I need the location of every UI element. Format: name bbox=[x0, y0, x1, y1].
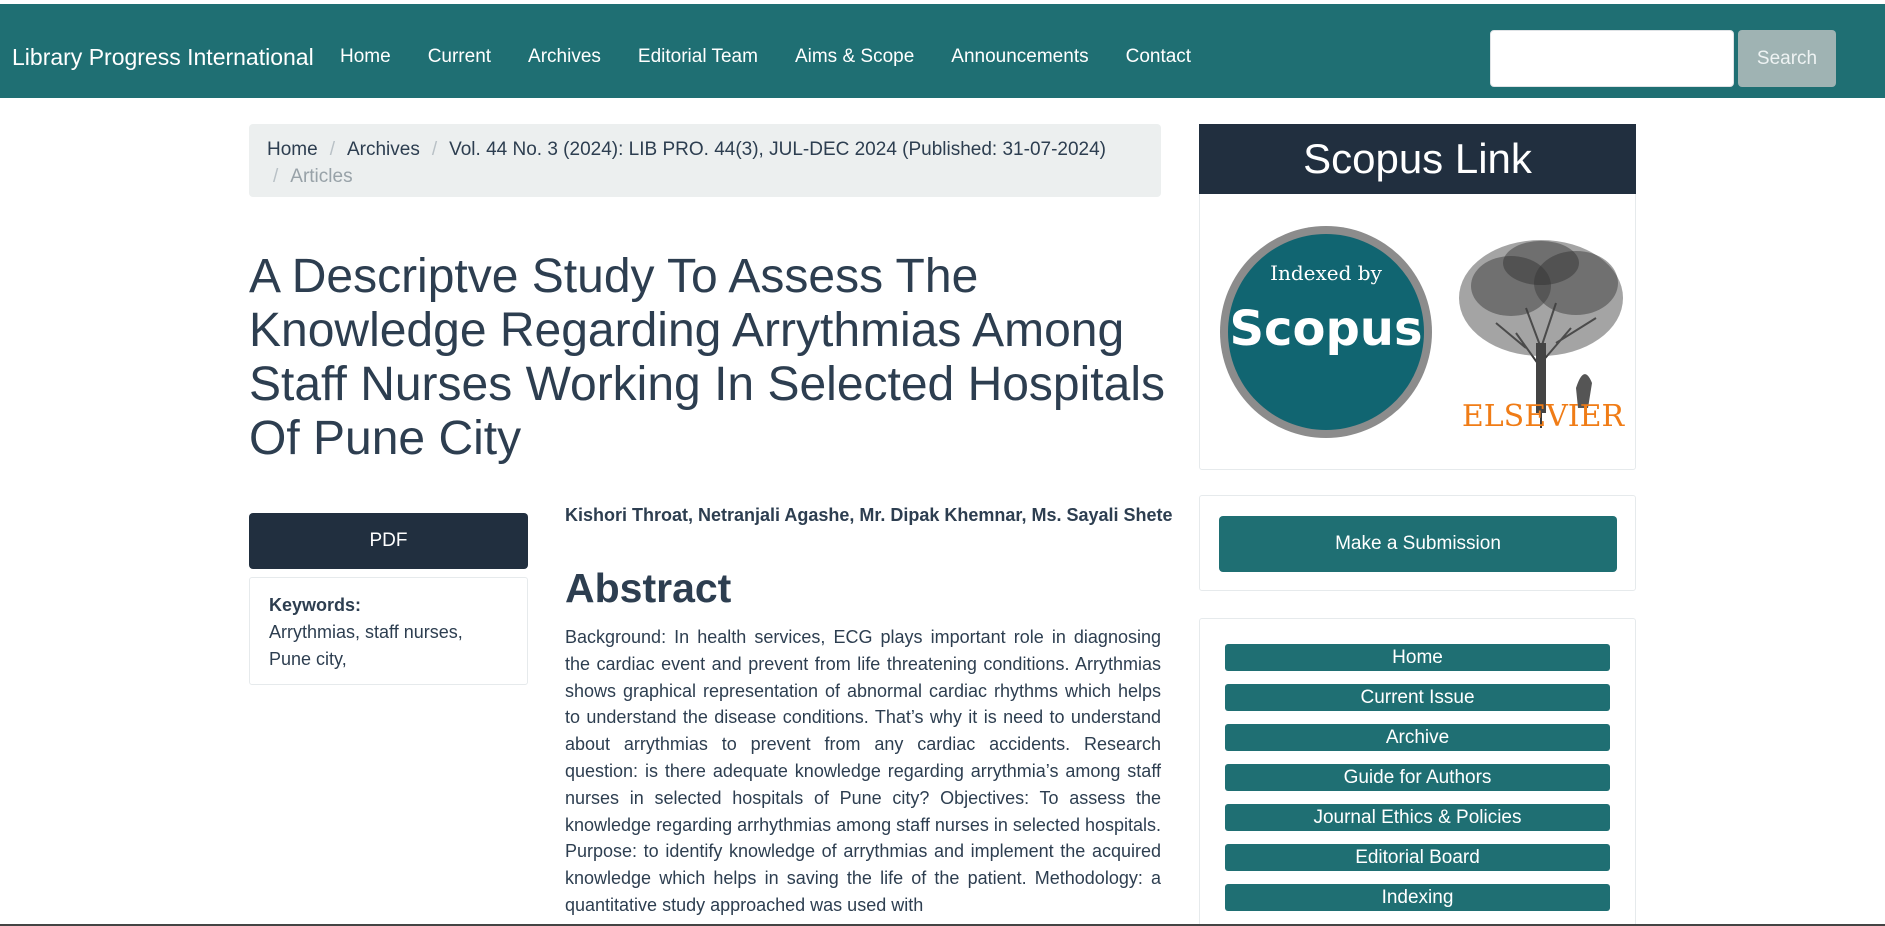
breadcrumb-archives[interactable]: Archives bbox=[346, 139, 420, 160]
nav-aims-scope[interactable]: Aims & Scope bbox=[794, 46, 915, 67]
breadcrumb-separator: / bbox=[431, 139, 438, 160]
sidebar-item-current-issue[interactable]: Current Issue bbox=[1225, 684, 1610, 711]
scopus-heading: Scopus Link bbox=[1199, 124, 1636, 194]
sidebar-item-journal-ethics[interactable]: Journal Ethics & Policies bbox=[1225, 804, 1610, 831]
breadcrumb-home[interactable]: Home bbox=[267, 139, 318, 160]
sidebar-item-home[interactable]: Home bbox=[1225, 644, 1610, 671]
pdf-button[interactable]: PDF bbox=[249, 513, 528, 569]
search-button[interactable]: Search bbox=[1738, 30, 1836, 87]
breadcrumb-separator: / bbox=[273, 166, 279, 187]
keywords-value: Arrythmias, staff nurses, Pune city, bbox=[269, 622, 463, 669]
sidebar-item-archive[interactable]: Archive bbox=[1225, 724, 1610, 751]
elsevier-logo[interactable] bbox=[1456, 238, 1630, 430]
breadcrumb bbox=[249, 124, 1161, 197]
nav-editorial-team[interactable]: Editorial Team bbox=[637, 46, 758, 67]
article-title: A Descriptve Study To Assess The Knowledge Regarding Arrythmias Among Staff Nurses Working In Selected Hospitals Of Pune City bbox=[249, 250, 1165, 465]
article-authors: Kishori Throat, Netranjali Agashe, Mr. Dipak Khemnar, Ms. Sayali Shete bbox=[565, 505, 1173, 525]
breadcrumb-separator: / bbox=[329, 139, 335, 160]
nav-current[interactable]: Current bbox=[427, 46, 492, 67]
nav-contact[interactable]: Contact bbox=[1125, 46, 1192, 67]
breadcrumb-current: Articles bbox=[290, 166, 353, 187]
abstract-heading: Abstract bbox=[565, 565, 732, 611]
sidebar-item-editorial-board[interactable]: Editorial Board bbox=[1225, 844, 1610, 871]
make-submission-button[interactable]: Make a Submission bbox=[1219, 516, 1617, 572]
scopus-logo-wordmark: Scopus bbox=[1229, 301, 1423, 357]
sidebar-item-indexing[interactable]: Indexing bbox=[1225, 884, 1610, 911]
nav-announcements[interactable]: Announcements bbox=[951, 46, 1089, 67]
scopus-logo-indexed-by: Indexed by bbox=[1270, 261, 1382, 285]
elsevier-wordmark: ELSEVIER bbox=[1461, 399, 1625, 430]
abstract-text: Background: In health services, ECG plays important role in diagnosing the cardiac event and prevent from life threatening conditions. Arrythmias shows graphical representation of abnormal cardiac rhythms which helps to understand the disease conditions. That’s why it is need to understand about arrythmias to prevent from any cardiac accidents. Research question: is there adequate knowledge regarding arrythmia’s among staff nurses in selected hospitals of Pune city? Objectives: To assess the knowledge regarding arrhythmias among staff nurses in selected hospitals. Purpose: to identify knowledge of arrythmias and implement the acquired knowledge which helps in saving the life of the patient. Methodology: a quantitative study approached was used with bbox=[565, 627, 1161, 915]
main-nav bbox=[340, 46, 1228, 68]
nav-home[interactable]: Home bbox=[340, 46, 391, 67]
nav-archives[interactable]: Archives bbox=[528, 46, 601, 67]
site-brand[interactable]: Library Progress International bbox=[12, 44, 314, 70]
sidebar-item-guide-for-authors[interactable]: Guide for Authors bbox=[1225, 764, 1610, 791]
breadcrumb-issue[interactable]: Vol. 44 No. 3 (2024): LIB PRO. 44(3), JUL-DEC 2024 (Published: 31-07-2024) bbox=[449, 139, 1107, 160]
keywords-label: Keywords: bbox=[269, 595, 362, 615]
keywords-box bbox=[249, 577, 528, 685]
search-input[interactable] bbox=[1490, 30, 1734, 87]
scopus-logo[interactable] bbox=[1218, 225, 1434, 439]
